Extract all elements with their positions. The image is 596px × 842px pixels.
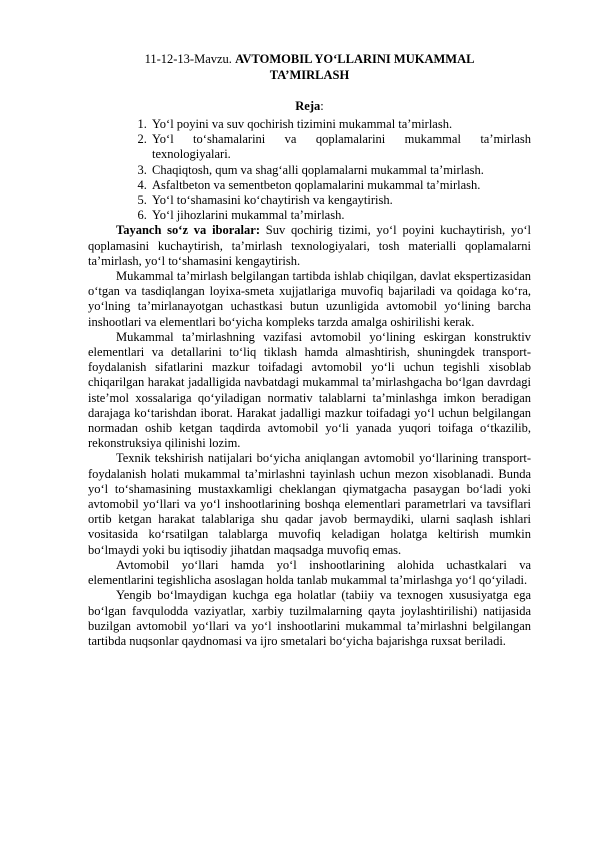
plan-item: 4. Asfaltbeton va sementbeton qoplamalarini mukammal ta’mirlash. [150, 178, 531, 193]
plan-item: 1. Yo‘l poyini va suv qochirish tizimini mukammal ta’mirlash. [150, 117, 531, 132]
title-main: AVTOMOBIL YO‘LLARINI MUKAMMAL [235, 52, 475, 66]
body-paragraph: Mukammal ta’mirlash belgilangan tartibda ishlab chiqilgan, davlat ekspertizasidan o‘tgan va tasdiqlangan loyixa-smeta xujjatlariga muvofiq bajariladi va qoidaga ko‘ra, yo‘lning ta’mirlanayotgan uchastkasi butun uzunligida avtomobil yo‘lining barcha inshootlari va elementlari bo‘yicha kompleks tarzda amalga oshirilishi kerak. [88, 269, 531, 329]
plan-item: 3. Chaqiqtosh, qum va shag‘alli qoplamalarni mukammal ta’mirlash. [150, 163, 531, 178]
plan-item: 5. Yo‘l to‘shamasini ko‘chaytirish va kengaytirish. [150, 193, 531, 208]
plan-item: 6. Yo‘l jihozlarini mukammal ta’mirlash. [150, 208, 531, 223]
body-paragraph: Mukammal ta’mirlashning vazifasi avtomobil yo‘lining eskirgan konstruktiv elementlari va detallarini to‘liq tiklash hamda almashtirish, shuningdek transport-foydalanish sifatlarini mazkur toifadagi avtomobil yo‘li uchun tegishli xisoblab chiqarilgan harakat jadalligida navbatdagi mukammal ta’mirlashgacha bo‘lgan davrdagi iste’mol xossalariga qo‘yiladigan normativ talablarni ta’minlashga imkon beradigan darajaga ko‘tarishdan iborat. Harakat jadalligi mazkur toifadagi yo‘l uchun belgilangan normadan oshib ketgan taqdirda avtomobil yo‘li yanada yuqori toifaga o‘tkazilib, rekonstruksiya qilinishi lozim. [88, 329, 531, 451]
plan-item: 2. Yo‘l to‘shamalarini va qoplamalarini mukammal ta’mirlash texnologiyalari. [150, 132, 531, 162]
keywords-paragraph [88, 223, 531, 269]
document-page [88, 52, 531, 649]
plan-list [88, 117, 531, 223]
title-main-continued: TA’MIRLASH [269, 67, 350, 82]
body-paragraph: Yengib bo‘lmaydigan kuchga ega holatlar (tabiiy va texnogen xususiyatga ega bo‘lgan favqulodda vaziyatlar, xarbiy tuzilmalarning qayta joylashtirilishi) natijasida buzilgan avtomobil yo‘llari va yo‘l inshootlarini mukammal ta’mirlashni belgilangan tartibda nuqsonlar qaydnomasi va ijro smetalari bo‘yicha bajarishga ruxsat beriladi. [88, 588, 531, 648]
plan-heading [88, 99, 531, 114]
body-paragraph: Avtomobil yo‘llari hamda yo‘l inshootlarining alohida uchastkalari va elementlarini tegishlicha asoslagan holda tanlab mukammal ta’mirlashga yo‘l qo‘yiladi. [88, 557, 531, 588]
plan-heading-label: Reja [295, 99, 321, 113]
plan-heading-colon: : [320, 99, 324, 113]
document-title [88, 52, 531, 83]
keywords-text: Suv qochirig tizimi, yo‘l poyini kuchaytirish, yo‘l qoplamasini kuchaytirish, ta’mirlash texnologiyalari, tosh materialli qoplamalarni ta’mirlash, yo‘l to‘shamasini kengaytirish. [88, 223, 532, 268]
body-paragraph: Texnik tekshirish natijalari bo‘yicha aniqlangan avtomobil yo‘llarining transport-foydalanish holati mukammal ta’mirlashni tayinlash uchun mezon xisoblanadi. Bunda yo‘l to‘shamasining mustaxkamligi cheklangan qiymatgacha pasaygan bo‘ladi yoki avtomobil yo‘llari va yo‘l inshootlarining boshqa elementlari parametrlari va tavsiflari ortib ketgan harakat talablariga shu qadar javob bermaydiki, ularni saqlash ishlari vositasida ko‘rsatilgan talablarga muvofiq keladigan holatga keltirish mumkin bo‘lmaydi yoki bu iqtisodiy jihatdan maqsadga muvofiq emas. [88, 451, 531, 557]
keywords-label: Tayanch so‘z va iboralar: [116, 223, 260, 238]
title-prefix: 11-12-13-Mavzu. [144, 52, 236, 66]
